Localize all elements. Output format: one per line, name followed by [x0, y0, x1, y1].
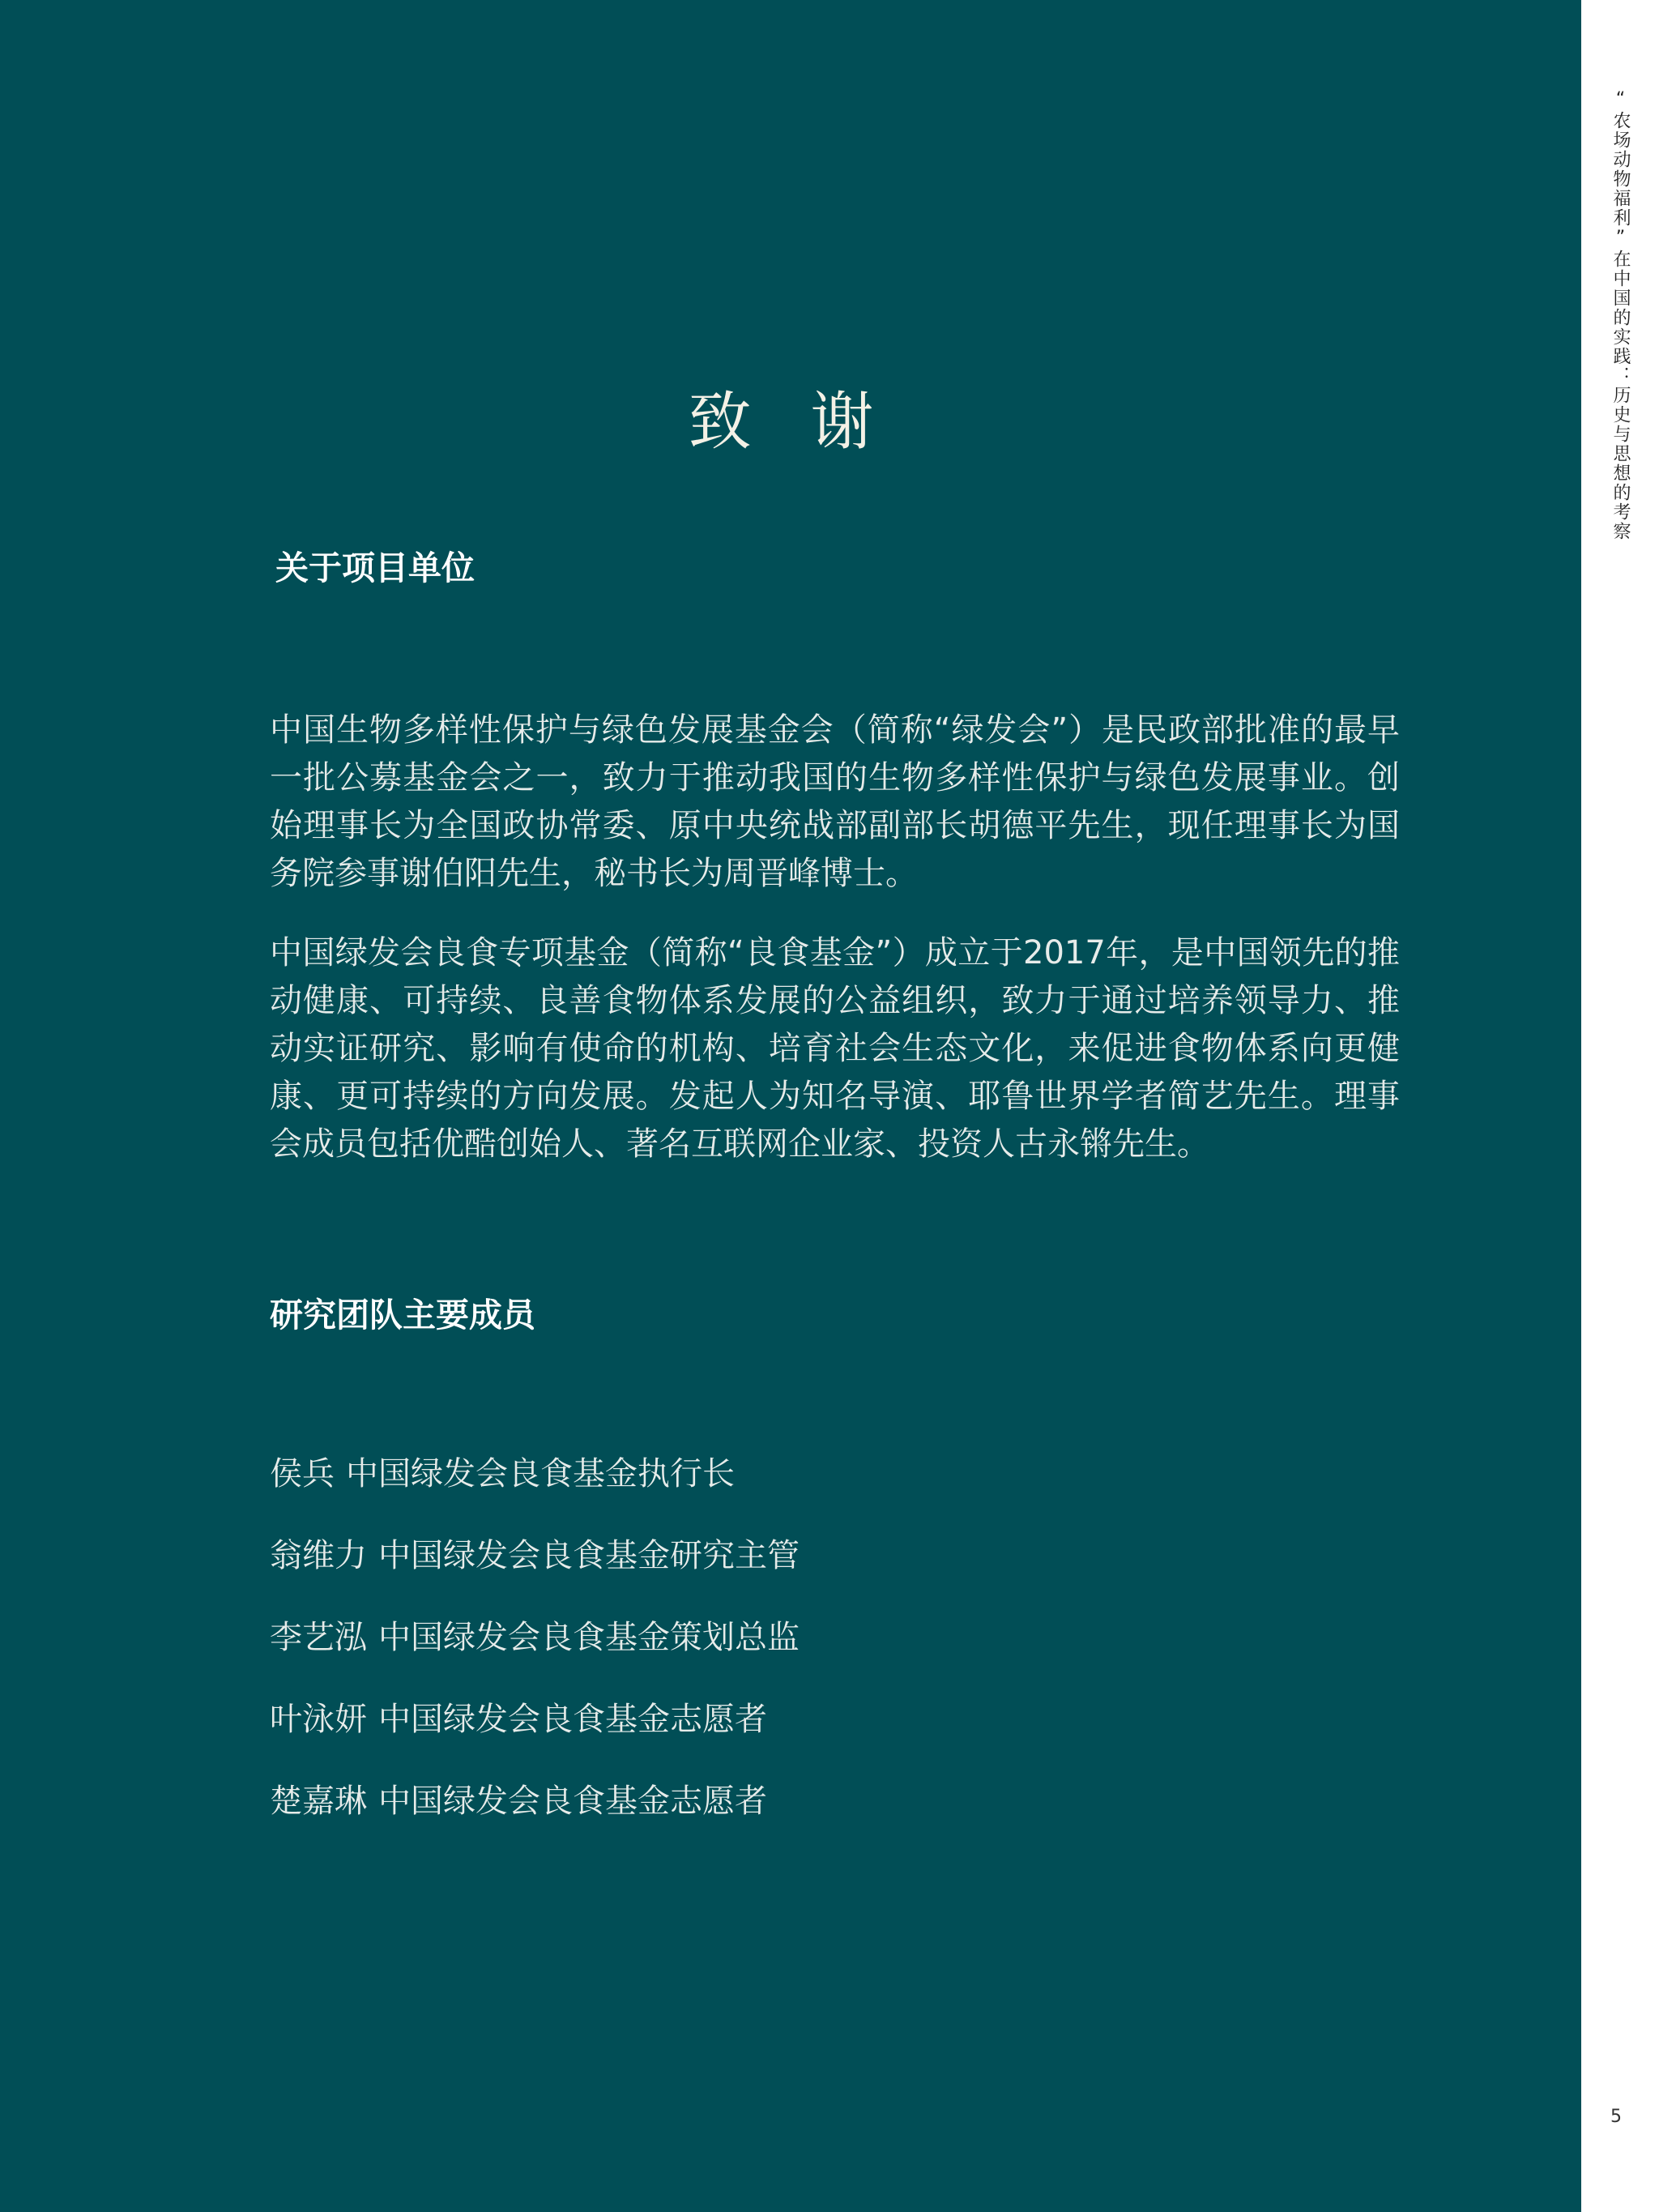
member-role: 中国绿发会良食基金志愿者 — [378, 1783, 767, 1820]
page-number: 5 — [1610, 2107, 1622, 2127]
page-title: 致 谢 — [688, 386, 893, 459]
member-name: 李艺泓 — [270, 1619, 367, 1656]
member-name: 侯兵 — [270, 1455, 335, 1492]
running-title: “农场动物福利”在中国的实践：历史与思想的考察 — [1610, 89, 1631, 541]
member-name: 楚嘉琳 — [270, 1783, 367, 1820]
about-heading: 关于项目单位 — [275, 549, 475, 587]
team-heading: 研究团队主要成员 — [270, 1296, 535, 1334]
member-name: 叶泳妍 — [270, 1701, 367, 1738]
team-member-list — [270, 1450, 800, 1860]
member-role: 中国绿发会良食基金研究主管 — [378, 1537, 800, 1574]
member-role: 中国绿发会良食基金执行长 — [346, 1455, 735, 1492]
member-name: 翁维力 — [270, 1537, 367, 1574]
about-paragraph-2: 中国绿发会良食专项基金（简称“良食基金”）成立于2017年，是中国领先的推动健康、可持续、良善食物体系发展的公益组织，致力于通过培养领导力、推动实证研究、影响有使命的机构、培育社会生态文化，来促进食物体系向更健康、更可持续的方向发展。发起人为知名导演、耶鲁世界学者简艺先生。理事会成员包括优酷创始人、著名互联网企业家、投资人古永锵先生。 — [270, 934, 1400, 1163]
member-role: 中国绿发会良食基金策划总监 — [378, 1619, 800, 1656]
team-member — [270, 1450, 800, 1532]
team-member — [270, 1614, 800, 1696]
team-member — [270, 1696, 800, 1778]
team-member — [270, 1778, 800, 1860]
team-member — [270, 1532, 800, 1614]
about-paragraph-1: 中国生物多样性保护与绿色发展基金会（简称“绿发会”）是民政部批准的最早一批公募基金会之一，致力于推动我国的生物多样性保护与绿色发展事业。创始理事长为全国政协常委、原中央统战部副部长胡德平先生，现任理事长为国务院参事谢伯阳先生，秘书长为周晋峰博士。 — [270, 711, 1400, 892]
member-role: 中国绿发会良食基金志愿者 — [378, 1701, 767, 1738]
